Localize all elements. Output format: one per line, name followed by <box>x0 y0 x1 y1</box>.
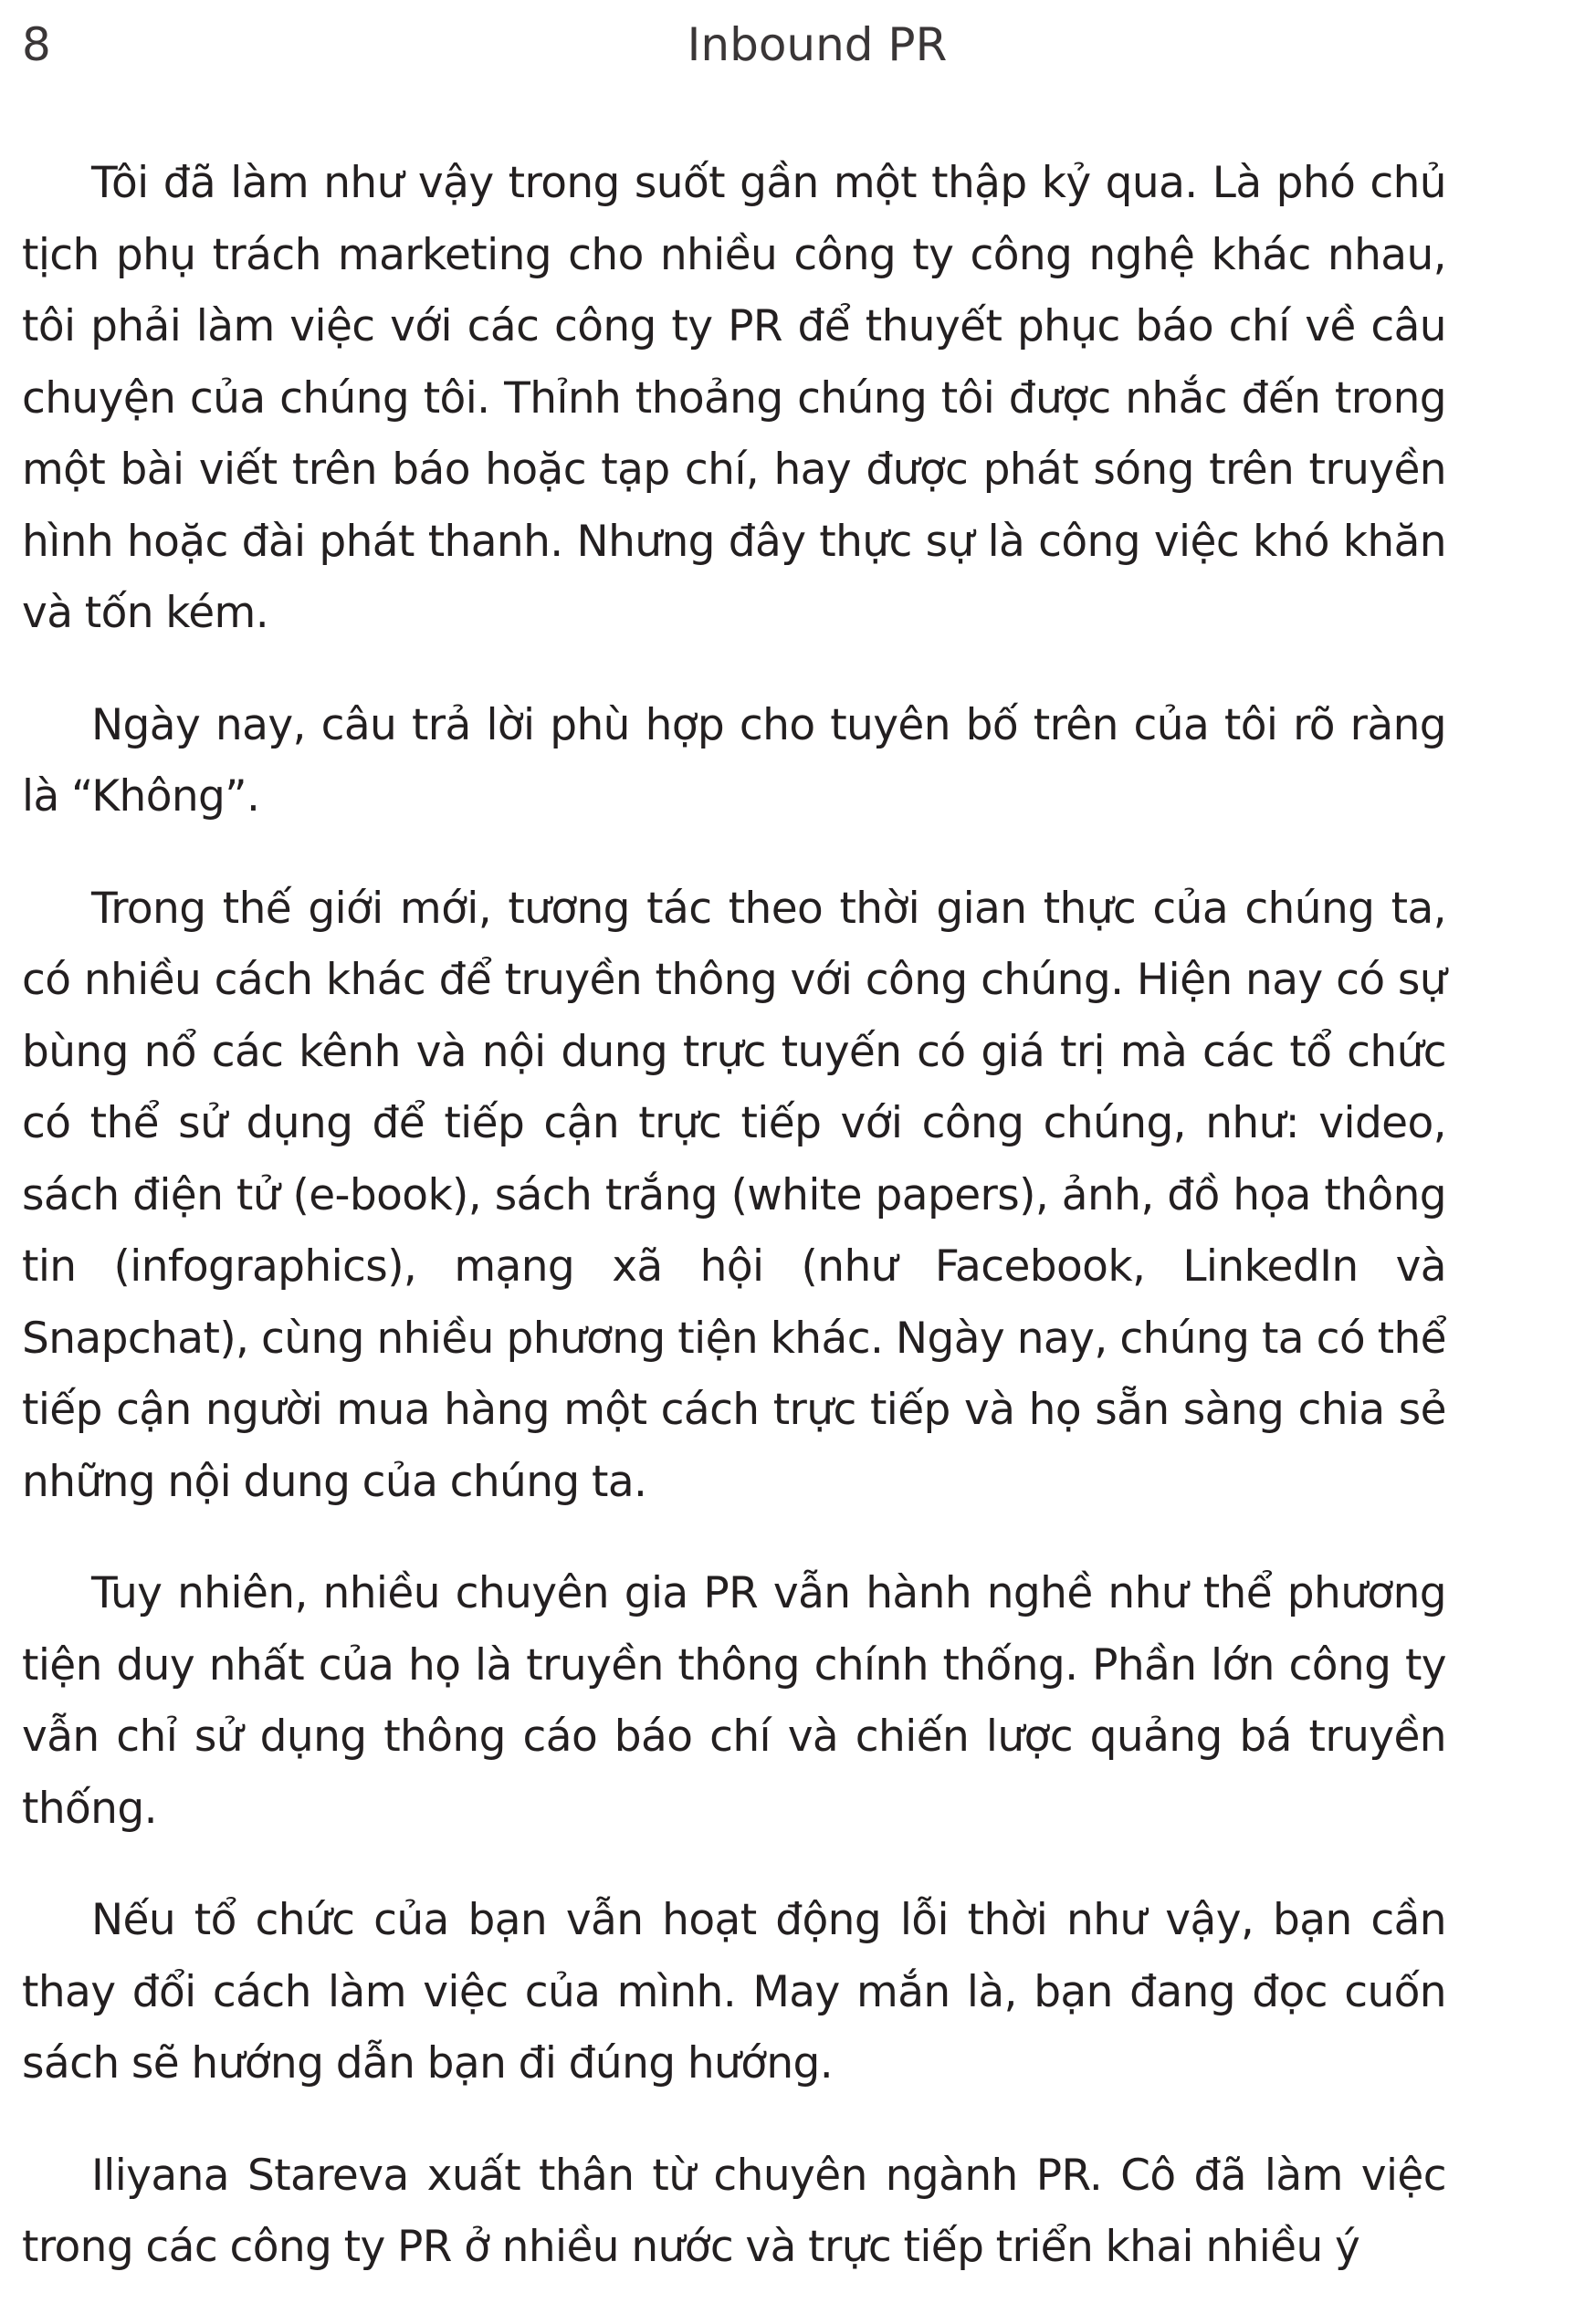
paragraph: Tôi đã làm như vậy trong suốt gần một thập kỷ qua. Là phó chủ tịch phụ trách marketing cho nhiều công ty công nghệ khác nhau, tôi phải làm việc với các công ty PR để thuyết phục báo chí về câu chuyện của chúng tôi. Thỉnh thoảng chúng tôi được nhắc đến trong một bài viết trên báo hoặc tạp chí, hay được phát sóng trên truyền hình hoặc đài phát thanh. Nhưng đây thực sự là công việc khó khăn và tốn kém. <box>22 158 1446 638</box>
paragraph: Trong thế giới mới, tương tác theo thời gian thực của chúng ta, có nhiều cách khác để truyền thông với công chúng. Hiện nay có sự bùng nổ các kênh và nội dung trực tuyến có giá trị mà các tổ chức có thể sử dụng để tiếp cận trực tiếp với công chúng, như: video, sách điện tử (e-book), sách trắng (white papers), ảnh, đồ họa thông tin (infographics), mạng xã hội (như Facebook, LinkedIn và Snapchat), cùng nhiều phương tiện khác. Ngày nay, chúng ta có thể tiếp cận người mua hàng một cách trực tiếp và họ sẵn sàng chia sẻ những nội dung của chúng ta. <box>22 883 1446 1507</box>
page-number: 8 <box>22 18 51 71</box>
paragraph: Nếu tổ chức của bạn vẫn hoạt động lỗi thời như vậy, bạn cần thay đổi cách làm việc của mình. May mắn là, bạn đang đọc cuốn sách sẽ hướng dẫn bạn đi đúng hướng. <box>22 1895 1446 2088</box>
paragraph: Ngày nay, câu trả lời phù hợp cho tuyên bố trên của tôi rõ ràng là “Không”. <box>22 699 1446 822</box>
body-text <box>22 148 1446 2324</box>
paragraph: Iliyana Stareva xuất thân từ chuyên ngành PR. Cô đã làm việc trong các công ty PR ở nhiều nước và trực tiếp triển khai nhiều ý <box>22 2150 1446 2272</box>
paragraph: Tuy nhiên, nhiều chuyên gia PR vẫn hành nghề như thể phương tiện duy nhất của họ là truyền thông chính thống. Phần lớn công ty vẫn chỉ sử dụng thông cáo báo chí và chiến lược quảng bá truyền thống. <box>22 1568 1446 1834</box>
running-header <box>0 13 1585 77</box>
book-title: Inbound PR <box>687 18 948 71</box>
